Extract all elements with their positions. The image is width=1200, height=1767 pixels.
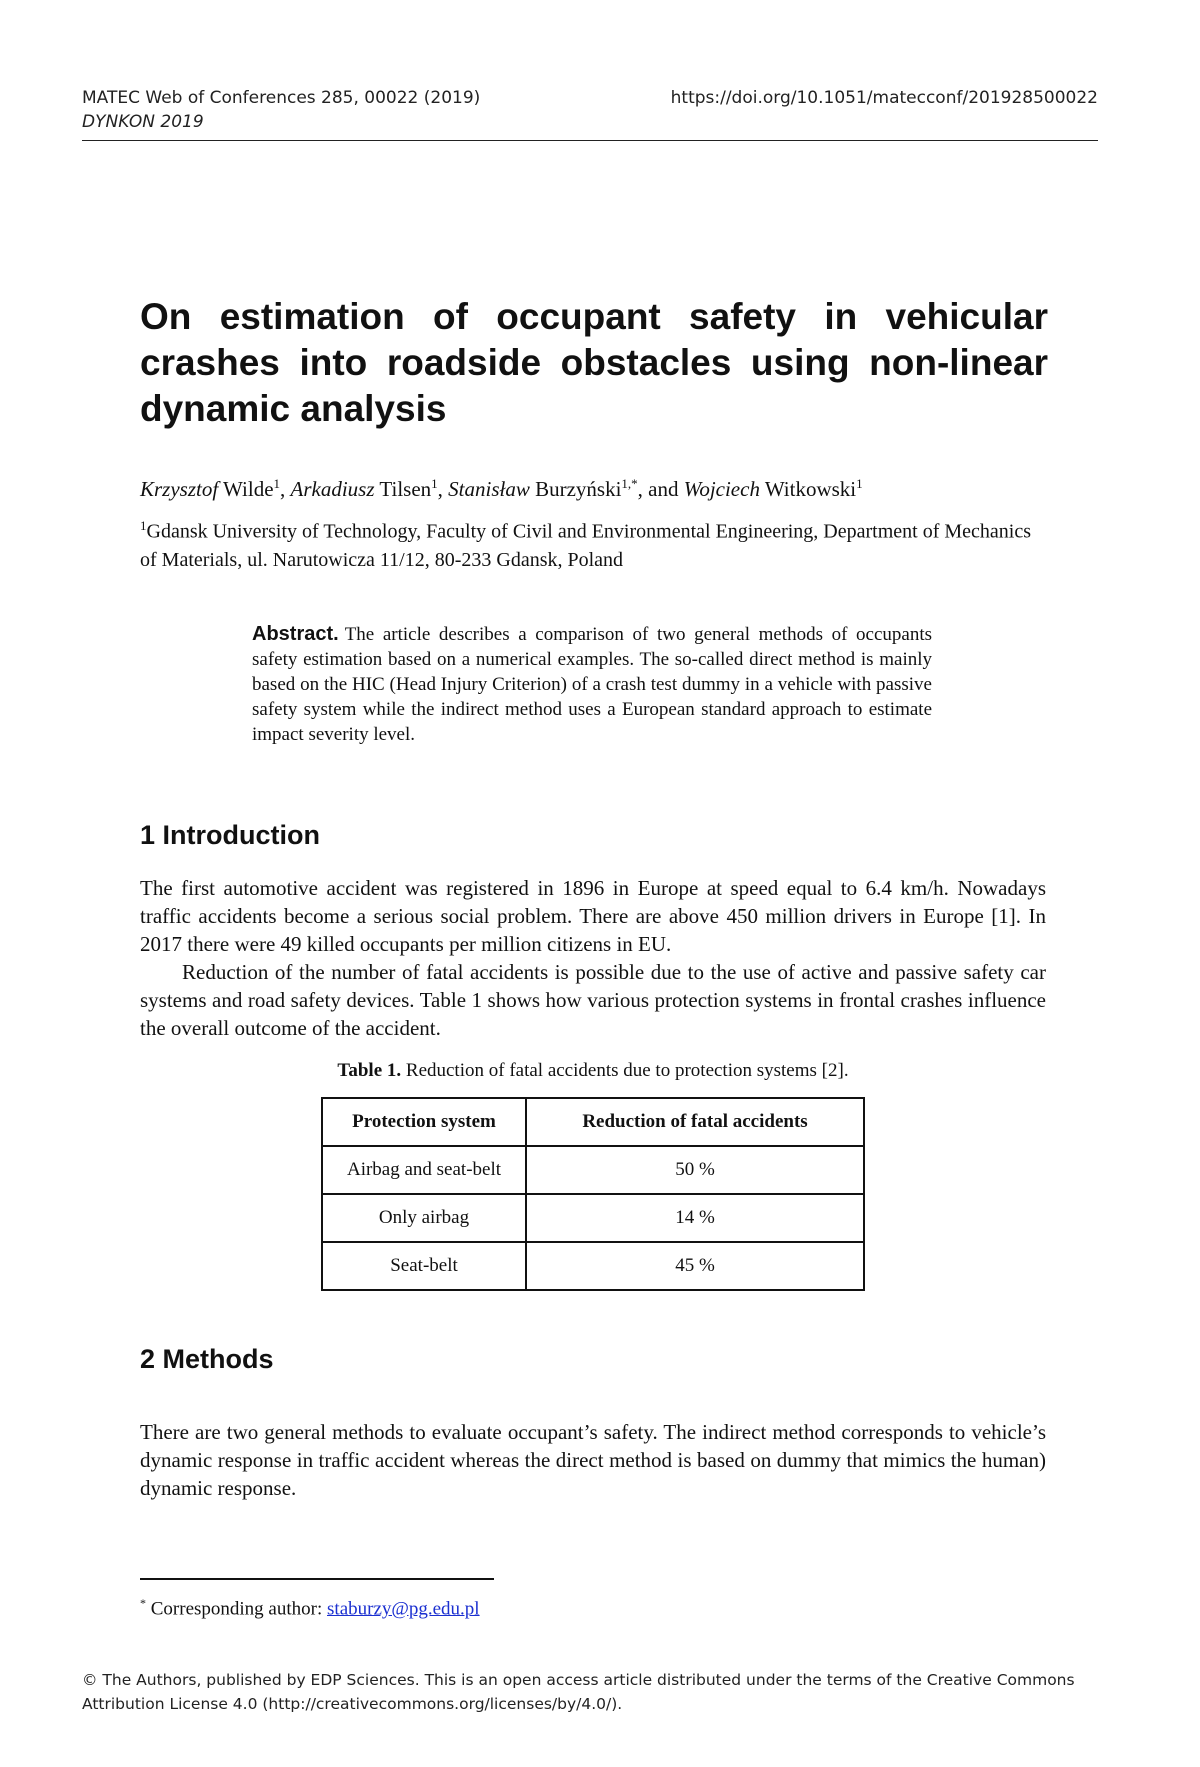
header-divider — [82, 140, 1098, 141]
paragraph: Reduction of the number of fatal accidents is possible due to the use of active and passive safety car systems and road safety devices. Table 1 shows how various protection systems in frontal crashes influence the overall outcome of the accident. — [140, 960, 1046, 1040]
author-affiliation-mark: 1 — [431, 476, 438, 491]
footnote — [140, 1590, 480, 1622]
abstract — [252, 622, 932, 747]
paragraph: There are two general methods to evaluate occupant’s safety. The indirect method corresponds to vehicle’s dynamic response in traffic accident whereas the direct method is based on dummy that mimics the human) dynamic response. — [140, 1420, 1046, 1500]
affiliation-text: Gdansk University of Technology, Faculty of Civil and Environmental Engineering, Department of Mechanics of Materials, ul. Narutowicza 11/12, 80-233 Gdansk, Poland — [140, 520, 1032, 571]
table-cell: Only airbag — [322, 1194, 526, 1242]
author-affiliation-mark: 1 — [273, 476, 281, 491]
author-first-name: Krzysztof — [140, 477, 219, 501]
table-cell: 50 % — [526, 1146, 864, 1194]
table-header-cell: Reduction of fatal accidents — [526, 1098, 864, 1146]
author-list — [140, 470, 1050, 503]
table-row — [322, 1242, 864, 1290]
table-cell: 45 % — [526, 1242, 864, 1290]
abstract-text: The article describes a comparison of two general methods of occupants safety estimation based on a numerical examples. The so-called direct method is mainly based on the HIC (Head Injury Criterion) of a crash test dummy in a vehicle with passive safety system while the indirect method uses a European standard approach to estimate impact severity level. — [252, 624, 932, 745]
table-row — [322, 1194, 864, 1242]
introduction-body — [140, 874, 1046, 1042]
affiliation-mark: 1 — [140, 518, 147, 533]
paragraph: The first automotive accident was registered in 1896 in Europe at speed equal to 6.4 km/h. Nowadays traffic accidents become a serious social problem. There are above 450 million drivers in Europe [1]. In 2017 there were 49 killed occupants per million citizens in EU. — [140, 876, 1046, 956]
table-caption — [140, 1058, 1046, 1084]
table-caption-label: Table 1. — [337, 1060, 402, 1081]
section-heading-methods: 2 Methods — [140, 1344, 274, 1374]
license-notice: © The Authors, published by EDP Sciences. This is an open access article distributed under the terms of the Creative Commons Attribution License 4.0 (http://creativecommons.org/licenses/by/4.0/). — [82, 1671, 1075, 1713]
author-affiliation-mark: 1 — [856, 476, 863, 491]
author-separator: , and — [637, 477, 684, 501]
footnote-mark: * — [140, 1596, 146, 1610]
results-table — [321, 1097, 865, 1291]
paper-title: On estimation of occupant safety in vehicular crashes into roadside obstacles using non-linear dynamic analysis — [140, 296, 1048, 429]
footnote-divider — [140, 1578, 494, 1580]
author-first-name: Arkadiusz — [290, 477, 375, 501]
author-separator: , — [280, 477, 291, 501]
abstract-label: Abstract. — [252, 623, 339, 645]
table-cell: Airbag and seat-belt — [322, 1146, 526, 1194]
doi-link[interactable]: https://doi.org/10.1051/matecconf/201928500022 — [670, 88, 1098, 108]
table-cell: 14 % — [526, 1194, 864, 1242]
author-last-name: Burzyński — [529, 477, 622, 501]
conference-name: DYNKON 2019 — [82, 112, 204, 132]
running-header-left — [82, 86, 480, 134]
table-header-row — [322, 1098, 864, 1146]
methods-body — [140, 1418, 1046, 1502]
journal-citation: MATEC Web of Conferences 285, 00022 (2019) — [82, 88, 481, 108]
author-last-name: Wilde — [218, 477, 274, 501]
table-row — [322, 1146, 864, 1194]
author-separator: , — [437, 477, 449, 501]
table-caption-text: Reduction of fatal accidents due to protection systems [2]. — [401, 1060, 849, 1081]
author-first-name: Wojciech — [683, 477, 760, 501]
affiliation — [140, 512, 1050, 574]
author-last-name: Tilsen — [374, 477, 432, 501]
footnote-text: Corresponding author: — [146, 1598, 328, 1620]
author-first-name: Stanisław — [448, 477, 530, 501]
author-last-name: Witkowski — [759, 477, 857, 501]
author-email-link[interactable]: staburzy@pg.edu.pl — [327, 1598, 480, 1620]
author-affiliation-mark: 1,* — [621, 476, 638, 491]
table-cell: Seat-belt — [322, 1242, 526, 1290]
section-heading-introduction: 1 Introduction — [140, 820, 320, 850]
table-header-cell: Protection system — [322, 1098, 526, 1146]
